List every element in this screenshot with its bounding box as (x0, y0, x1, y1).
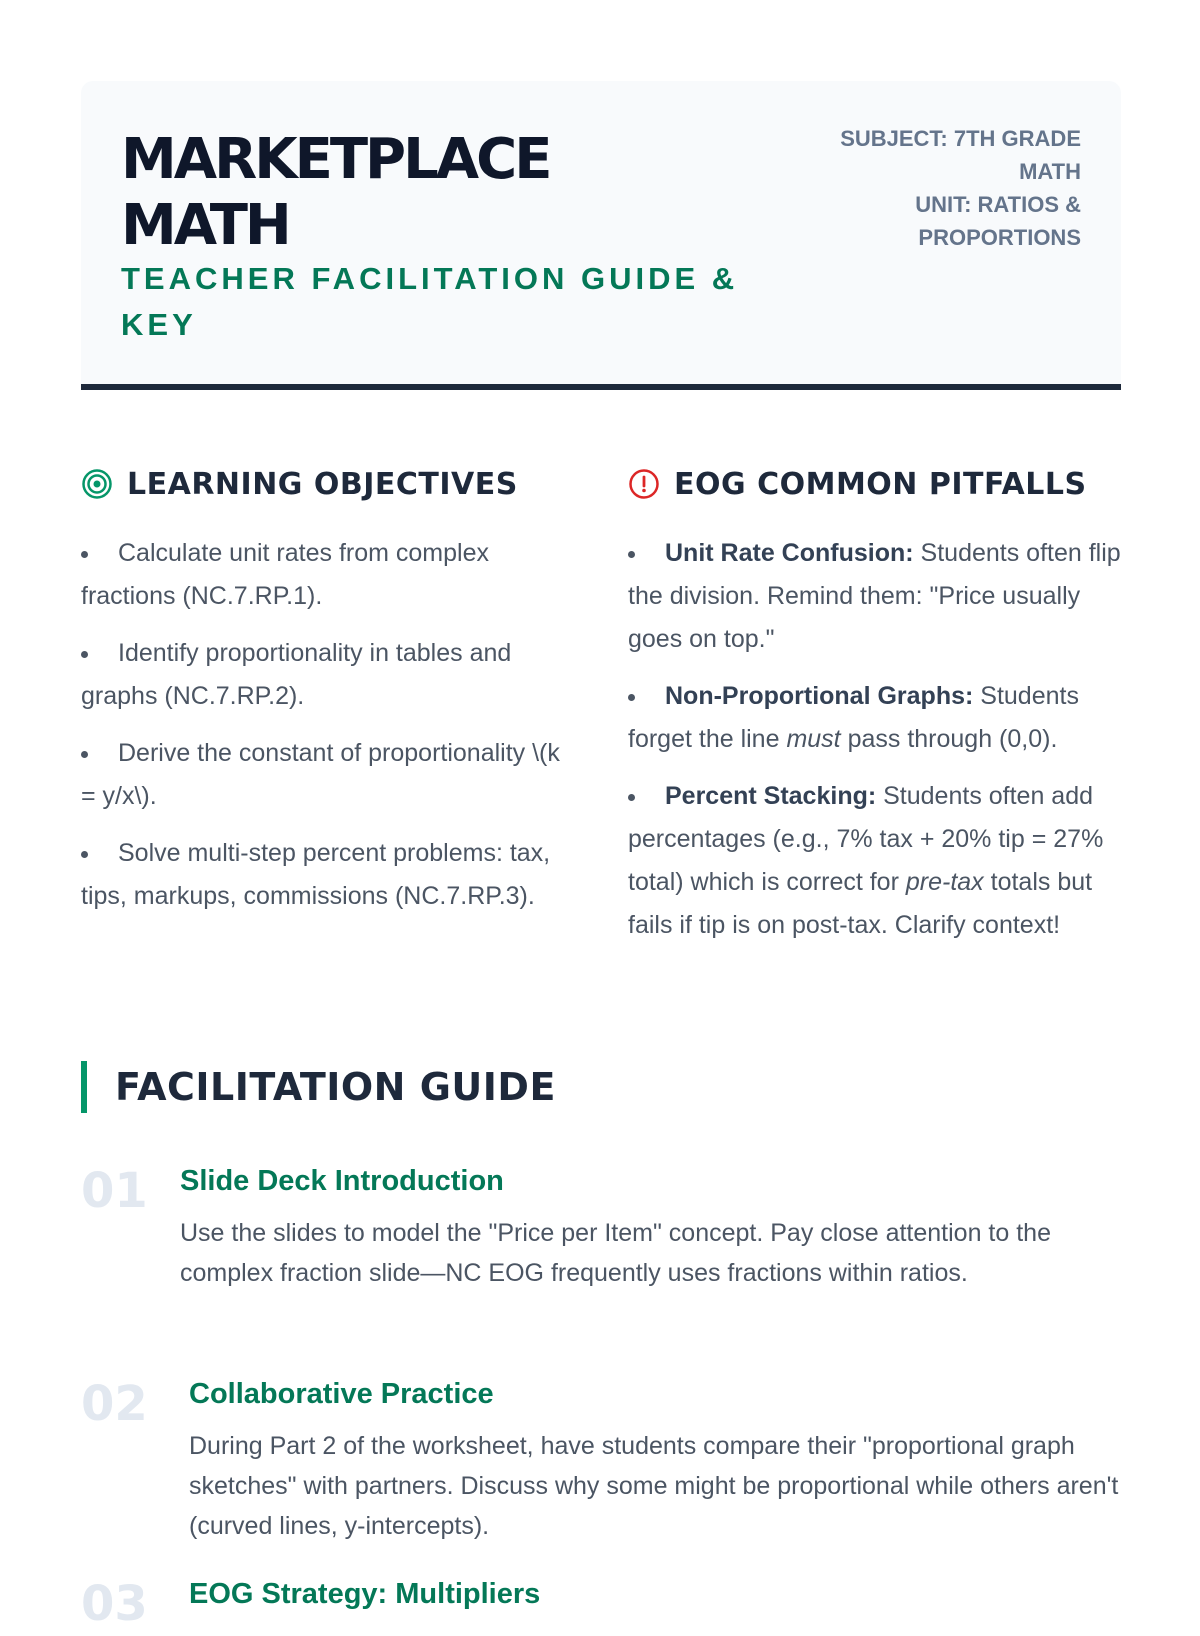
objective-item: Solve multi-step percent problems: tax, tips, markups, commissions (NC.7.RP.3). (81, 832, 577, 918)
objective-item: Derive the constant of proportionality \(k = y/x\). (81, 732, 577, 818)
step-body (180, 1163, 1121, 1293)
step-text: Use the slides to model the "Price per Item" concept. Pay close attention to the complex fraction slide—NC EOG frequently uses fractions within ratios. (180, 1219, 1051, 1287)
pitfall-item (628, 775, 1124, 947)
pitfalls-heading-row (628, 462, 1124, 506)
pitfall-text: Students forget the line (628, 682, 1079, 753)
step-body (189, 1576, 1121, 1612)
pitfall-text: Students often add percentages (e.g., 7% tax + 20% tip = 27% total) which is correct for (628, 782, 1104, 896)
guide-step (81, 1163, 1121, 1338)
title-line-2: MATH (121, 193, 289, 258)
objectives-heading-row (81, 462, 577, 506)
pitfall-text: totals but fails if tip is on post-tax. Clarify context! (628, 868, 1093, 939)
pitfalls-list (628, 532, 1124, 947)
subject-label: SUBJECT: 7TH GRADE MATH (840, 126, 1081, 184)
step-number: 03 (81, 1576, 148, 1632)
document-title (121, 127, 641, 259)
guide-step (81, 1576, 1121, 1636)
guide-step (81, 1376, 1121, 1551)
document-subtitle: TEACHER FACILITATION GUIDE & KEY (121, 261, 739, 342)
pitfall-text: Students often flip the division. Remind them: "Price usually goes on top." (628, 539, 1121, 653)
facilitation-guide-heading: FACILITATION GUIDE (115, 1065, 556, 1109)
document-header (81, 81, 1121, 390)
pitfall-emphasis: pre-tax (905, 868, 984, 896)
pitfall-emphasis: must (786, 725, 841, 753)
pitfall-text: pass through (0,0). (840, 725, 1058, 753)
objective-item: Identify proportionality in tables and graphs (NC.7.RP.2). (81, 632, 577, 718)
learning-objectives-section (81, 462, 577, 932)
alert-circle-icon (628, 468, 660, 500)
pitfall-label: Percent Stacking: (665, 782, 877, 810)
pitfall-item (628, 532, 1124, 661)
step-text: During Part 2 of the worksheet, have students compare their "proportional graph sketches" with partners. Discuss why some might be proportional while others aren't (curved lines, y-intercepts). (189, 1432, 1119, 1540)
step-number: 01 (81, 1163, 148, 1219)
document-meta (781, 122, 1081, 254)
pitfall-label: Non-Proportional Graphs: (665, 682, 974, 710)
pitfall-item (628, 675, 1124, 761)
objectives-list (81, 532, 577, 918)
pitfall-label: Unit Rate Confusion: (665, 539, 914, 567)
objectives-heading: LEARNING OBJECTIVES (127, 466, 518, 502)
facilitation-guide-heading-row (81, 1061, 556, 1113)
step-number: 02 (81, 1376, 148, 1432)
unit-label: UNIT: RATIOS & PROPORTIONS (915, 192, 1081, 250)
step-title: Collaborative Practice (189, 1378, 494, 1410)
target-icon (81, 468, 113, 500)
title-line-1: MARKETPLACE (121, 127, 550, 192)
eog-pitfalls-section (628, 462, 1124, 961)
step-body (189, 1376, 1121, 1546)
accent-bar (81, 1061, 87, 1113)
objective-item: Calculate unit rates from complex fractions (NC.7.RP.1). (81, 532, 577, 618)
step-title: EOG Strategy: Multipliers (189, 1578, 541, 1610)
pitfalls-heading: EOG COMMON PITFALLS (674, 466, 1087, 502)
step-title: Slide Deck Introduction (180, 1165, 504, 1197)
